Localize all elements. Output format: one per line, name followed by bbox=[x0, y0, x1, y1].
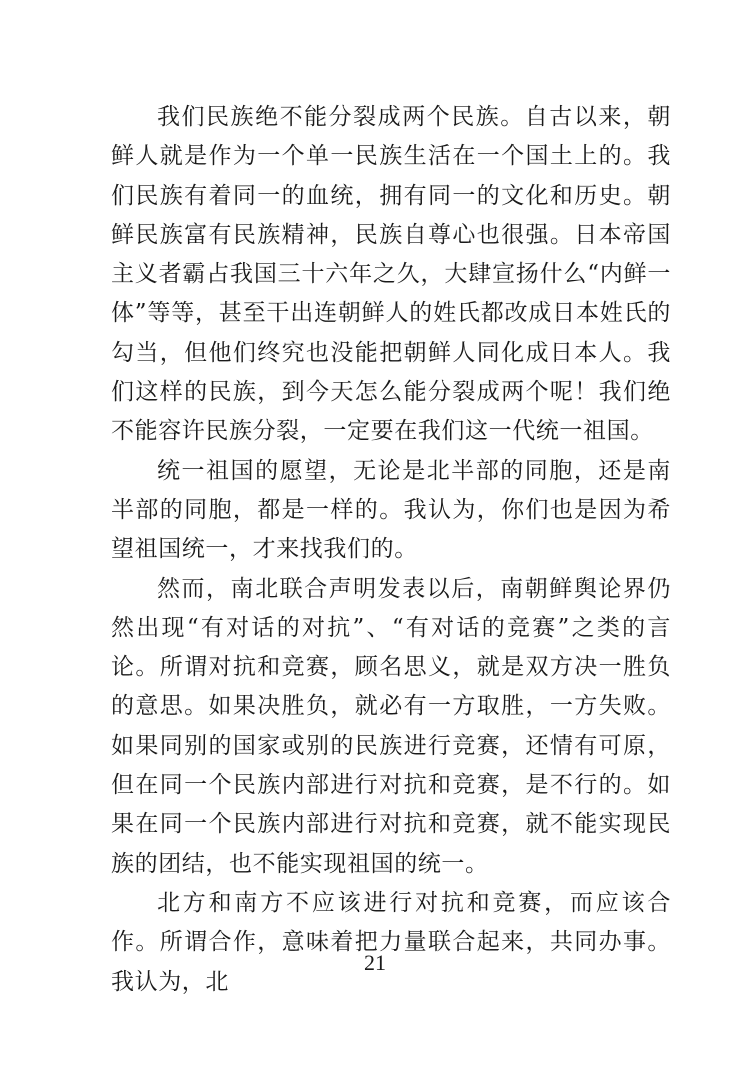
paragraph-4: 北方和南方不应该进行对抗和竞赛，而应该合作。所谓合作，意味着把力量联合起来，共同办事。我认为，北 bbox=[111, 889, 671, 995]
paragraph-2: 统一祖国的愿望，无论是北半部的同胞，还是南半部的同胞，都是一样的。我认为，你们也是因为希望祖国统一，才来找我们的。 bbox=[111, 457, 671, 563]
paragraph-3: 然而，南北联合声明发表以后，南朝鲜舆论界仍然出现“有对话的对抗”、“有对话的竞赛”之类的言论。所谓对抗和竞赛，顾名思义，就是双方决一胜负的意思。如果决胜负，就必有一方取胜，一方失败。如果同别的国家或别的民族进行竞赛，还情有可原，但在同一个民族内部进行对抗和竞赛，是不行的。如果在同一个民族内部进行对抗和竞赛，就不能实现民族的团结，也不能实现祖国的统一。 bbox=[111, 575, 671, 877]
page-number: 21 bbox=[364, 950, 386, 975]
body-text bbox=[111, 98, 671, 1002]
paragraph-1: 我们民族绝不能分裂成两个民族。自古以来，朝鲜人就是作为一个单一民族生活在一个国土上的。我们民族有着同一的血统，拥有同一的文化和历史。朝鲜民族富有民族精神，民族自尊心也很强。日本帝国主义者霸占我国三十六年之久，大肆宣扬什么“内鲜一体”等等，甚至干出连朝鲜人的姓氏都改成日本姓氏的勾当，但他们终究也没能把朝鲜人同化成日本人。我们这样的民族，到今天怎么能分裂成两个呢！我们绝不能容许民族分裂，一定要在我们这一代统一祖国。 bbox=[111, 104, 671, 445]
